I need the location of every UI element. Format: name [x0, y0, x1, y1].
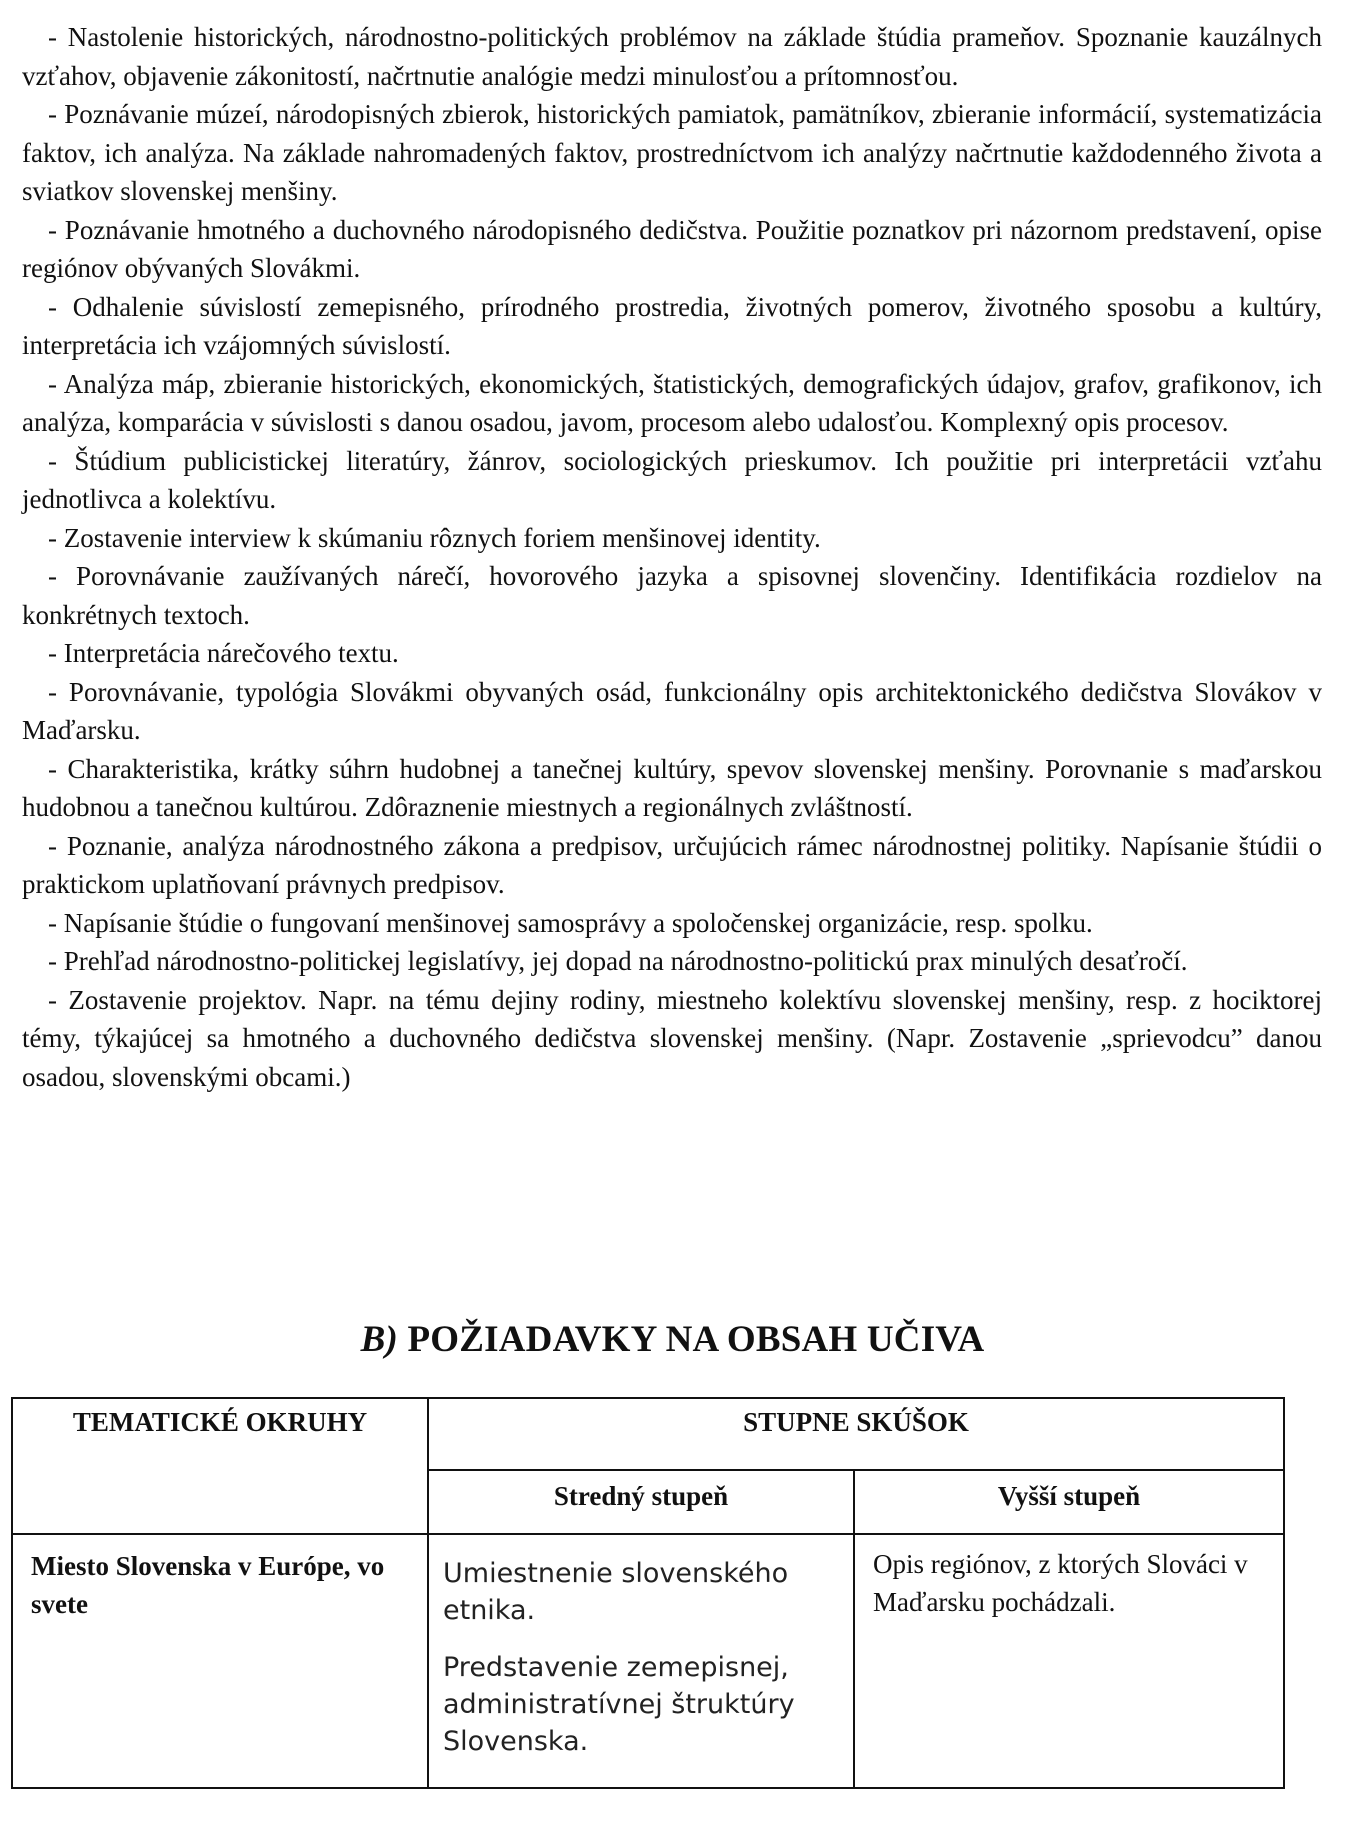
paragraph: - Porovnávanie zaužívaných nárečí, hovorového jazyka a spisovnej slovenčiny. Identifikácia rozdielov na konkrétnych textoch.	[22, 561, 1322, 630]
paragraph: - Nastolenie historických, národnostno-politických problémov na základe štúdia prameňov. Spoznanie kauzálnych vzťahov, objavenie zákonitostí, načrtnutie analógie medzi minulosťou a prítomnosťou.	[22, 22, 1322, 91]
section-letter: B)	[360, 1319, 399, 1360]
paragraph: - Zostavenie interview k skúmaniu rôznych foriem menšinovej identity.	[48, 522, 821, 553]
section-title-text: POŽIADAVKY NA OBSAH UČIVA	[407, 1319, 985, 1360]
paragraph: - Analýza máp, zbieranie historických, ekonomických, štatistických, demografických údajov, grafov, grafikonov, ich analýza, komparácia v súvislosti s danou osadou, javom, procesom alebo udalosťou. Komplexný opis procesov.	[22, 368, 1322, 437]
header-topics: TEMATICKÉ OKRUHY	[12, 1398, 428, 1534]
paragraph: - Porovnávanie, typológia Slovákmi obyvaných osád, funkcionálny opis architektonického dedičstva Slovákov v Maďarsku.	[22, 676, 1322, 745]
paragraph: - Prehľad národnostno-politickej legislatívy, jej dopad na národnostno-politickú prax minulých desaťročí.	[48, 946, 1188, 976]
header-higher-level: Vyšší stupeň	[854, 1470, 1284, 1534]
paragraph: - Odhalenie súvislostí zemepisného, prírodného prostredia, životných pomerov, životného sposobu a kultúry, interpretácia ich vzájomných súvislostí.	[22, 291, 1322, 360]
table-header-row	[12, 1398, 1284, 1470]
middle-level-cell	[428, 1534, 854, 1788]
paragraph: - Interpretácia nárečového textu.	[48, 638, 399, 668]
higher-level-cell: Opis regiónov, z ktorých Slováci v Maďarsku pochádzali.	[854, 1534, 1284, 1788]
syllabus-table	[11, 1397, 1285, 1789]
paragraph: - Poznávanie hmotného a duchovného národopisného dedičstva. Použitie poznatkov pri názornom predstavení, opise regiónov obývaných Slovákmi.	[22, 214, 1322, 283]
paragraph: - Zostavenie projektov. Napr. na tému dejiny rodiny, miestneho kolektívu slovenskej menšiny, resp. z hociktorej témy, týkajúcej sa hmotného a duchovného dedičstva slovenskej menšiny. (Napr. Zostavenie „sprievodcu” danou osadou, slovenskými obcami.)	[22, 984, 1322, 1092]
middle-item: Predstavenie zemepisnej, administratívnej štruktúry Slovenska.	[443, 1652, 795, 1757]
table-row	[12, 1534, 1284, 1788]
header-levels: STUPNE SKÚŠOK	[428, 1398, 1284, 1470]
paragraph: - Poznanie, analýza národnostného zákona a predpisov, určujúcich rámec národnostnej politiky. Napísanie štúdii o praktickom uplatňovaní právnych predpisov.	[22, 830, 1322, 899]
paragraph: - Charakteristika, krátky súhrn hudobnej a tanečnej kultúry, spevov slovenskej menšiny. Porovnanie s maďarskou hudobnou a tanečnou kultúrou. Zdôraznenie miestnych a regionálnych zvláštností.	[22, 753, 1322, 822]
paragraph: - Poznávanie múzeí, národopisných zbierok, historických pamiatok, pamätníkov, zbieranie informácií, systematizácia faktov, ich analýza. Na základe nahromadených faktov, prostredníctvom ich analýzy načrtnutie každodenného života a sviatkov slovenskej menšiny.	[22, 99, 1322, 206]
paragraph: - Štúdium publicistickej literatúry, žánrov, sociologických prieskumov. Ich použitie pri interpretácii vzťahu jednotlivca a kolektívu.	[22, 445, 1322, 514]
paragraph: - Napísanie štúdie o fungovaní menšinovej samosprávy a spoločenskej organizácie, resp. spolku.	[48, 907, 1093, 938]
topic-cell: Miesto Slovenska v Európe, vo svete	[12, 1534, 428, 1788]
document-body	[22, 18, 1322, 1096]
middle-item: Umiestnenie slovenského etnika.	[443, 1558, 789, 1626]
header-middle-level: Stredný stupeň	[428, 1470, 854, 1534]
section-heading	[0, 1318, 1345, 1361]
